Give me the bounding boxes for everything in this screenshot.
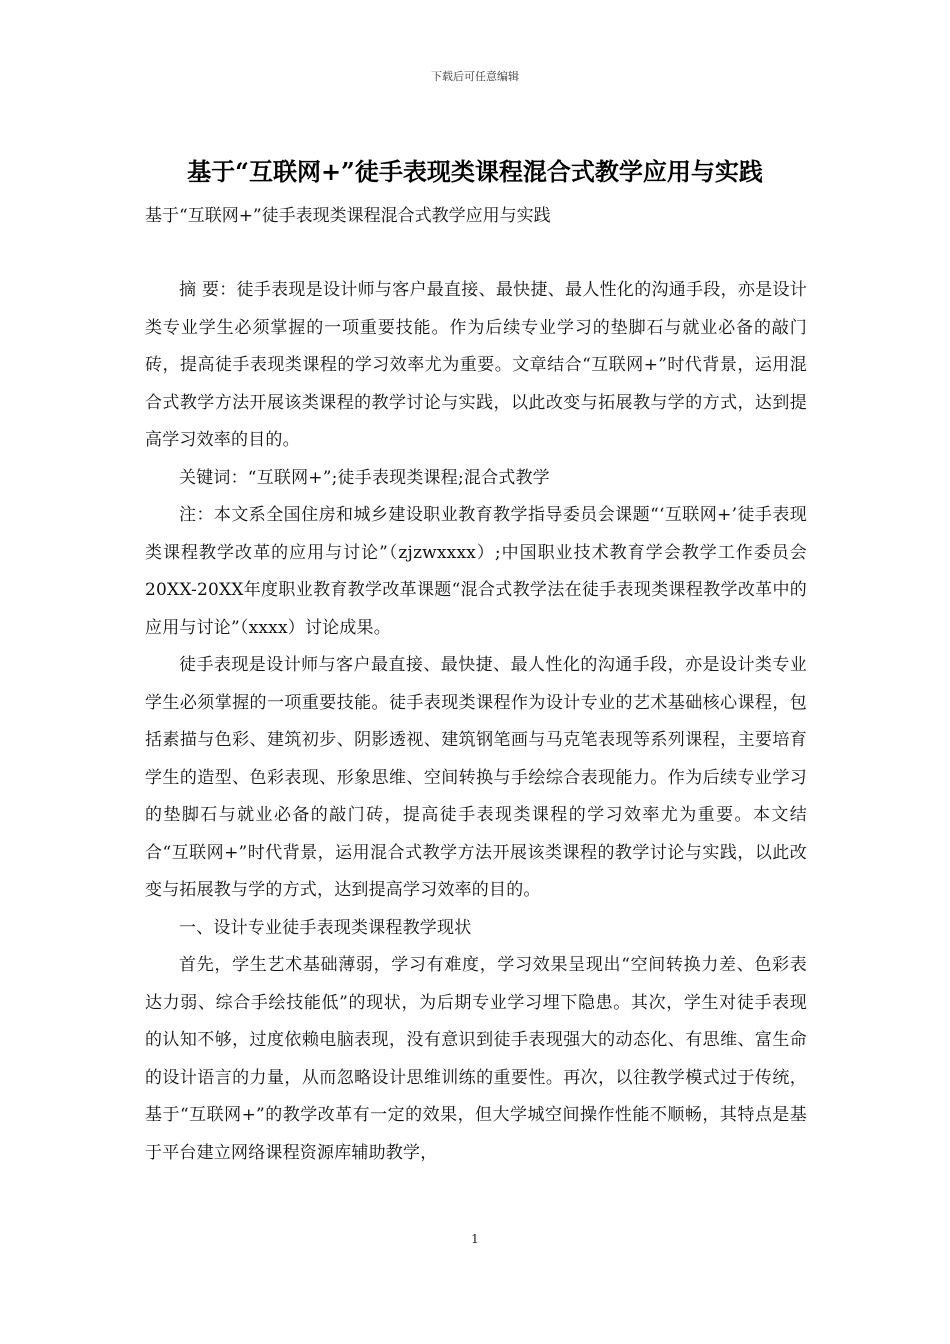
keywords-paragraph: 关键词：“互联网+”;徒手表现类课程;混合式教学 — [179, 467, 550, 488]
document-subtitle: 基于“互联网+”徒手表现类课程混合式教学应用与实践 — [145, 206, 551, 226]
page-header-note: 下载后可任意编辑 — [431, 70, 519, 83]
abstract-paragraph: 摘 要：徒手表现是设计师与客户最直接、最快捷、最人性化的沟通手段，亦是设计类专业学生必须掌握的一项重要技能。作为后续专业学习的垫脚石与就业必备的敲门砖，提高徒手表现类课程的学习效率尤为重要。文章结合“互联网+”时代背景，运用混合式教学方法开展该类课程的教学讨论与实践，以此改变与拓展教与学的方式，达到提高学习效率的目的。 — [145, 280, 807, 450]
section-heading: 一、设计专业徒手表现类课程教学现状 — [179, 917, 472, 938]
page-number: 1 — [471, 1232, 479, 1246]
body-paragraph: 首先，学生艺术基础薄弱，学习有难度，学习效果呈现出“空间转换力差、色彩表达力弱、综合手绘技能低”的现状，为后期专业学习埋下隐患。其次，学生对徒手表现的认知不够，过度依赖电脑表现，没有意识到徒手表现强大的动态化、有思维、富生命的设计语言的力量，从而忽略设计思维训练的重要性。再次，以往教学模式过于传统，基于“互联网+”的教学改革有一定的效果，但大学城空间操作性能不顺畅，其特点是基于平台建立网络课程资源库辅助教学， — [145, 955, 807, 1163]
note-paragraph: 注：本文系全国住房和城乡建设职业教育教学指导委员会课题“‘互联网+’徒手表现类课程教学改革的应用与讨论”（zjzwxxxx）;中国职业技术教育学会教学工作委员会20XX-20XX年度职业教育教学改革课题“混合式教学法在徒手表现类课程教学改革中的应用与讨论”（xxxx）讨论成果。 — [145, 505, 807, 638]
intro-paragraph: 徒手表现是设计师与客户最直接、最快捷、最人性化的沟通手段，亦是设计类专业学生必须掌握的一项重要技能。徒手表现类课程作为设计专业的艺术基础核心课程，包括素描与色彩、建筑初步、阴影透视、建筑钢笔画与马克笔表现等系列课程，主要培育学生的造型、色彩表现、形象思维、空间转换与手绘综合表现能力。作为后续专业学习的垫脚石与就业必备的敲门砖，提高徒手表现类课程的学习效率尤为重要。本文结合“互联网+”时代背景，运用混合式教学方法开展该类课程的教学讨论与实践，以此改变与拓展教与学的方式，达到提高学习效率的目的。 — [145, 655, 807, 900]
document-body — [145, 272, 807, 1172]
document-title: 基于“互联网+”徒手表现类课程混合式教学应用与实践 — [187, 157, 763, 186]
